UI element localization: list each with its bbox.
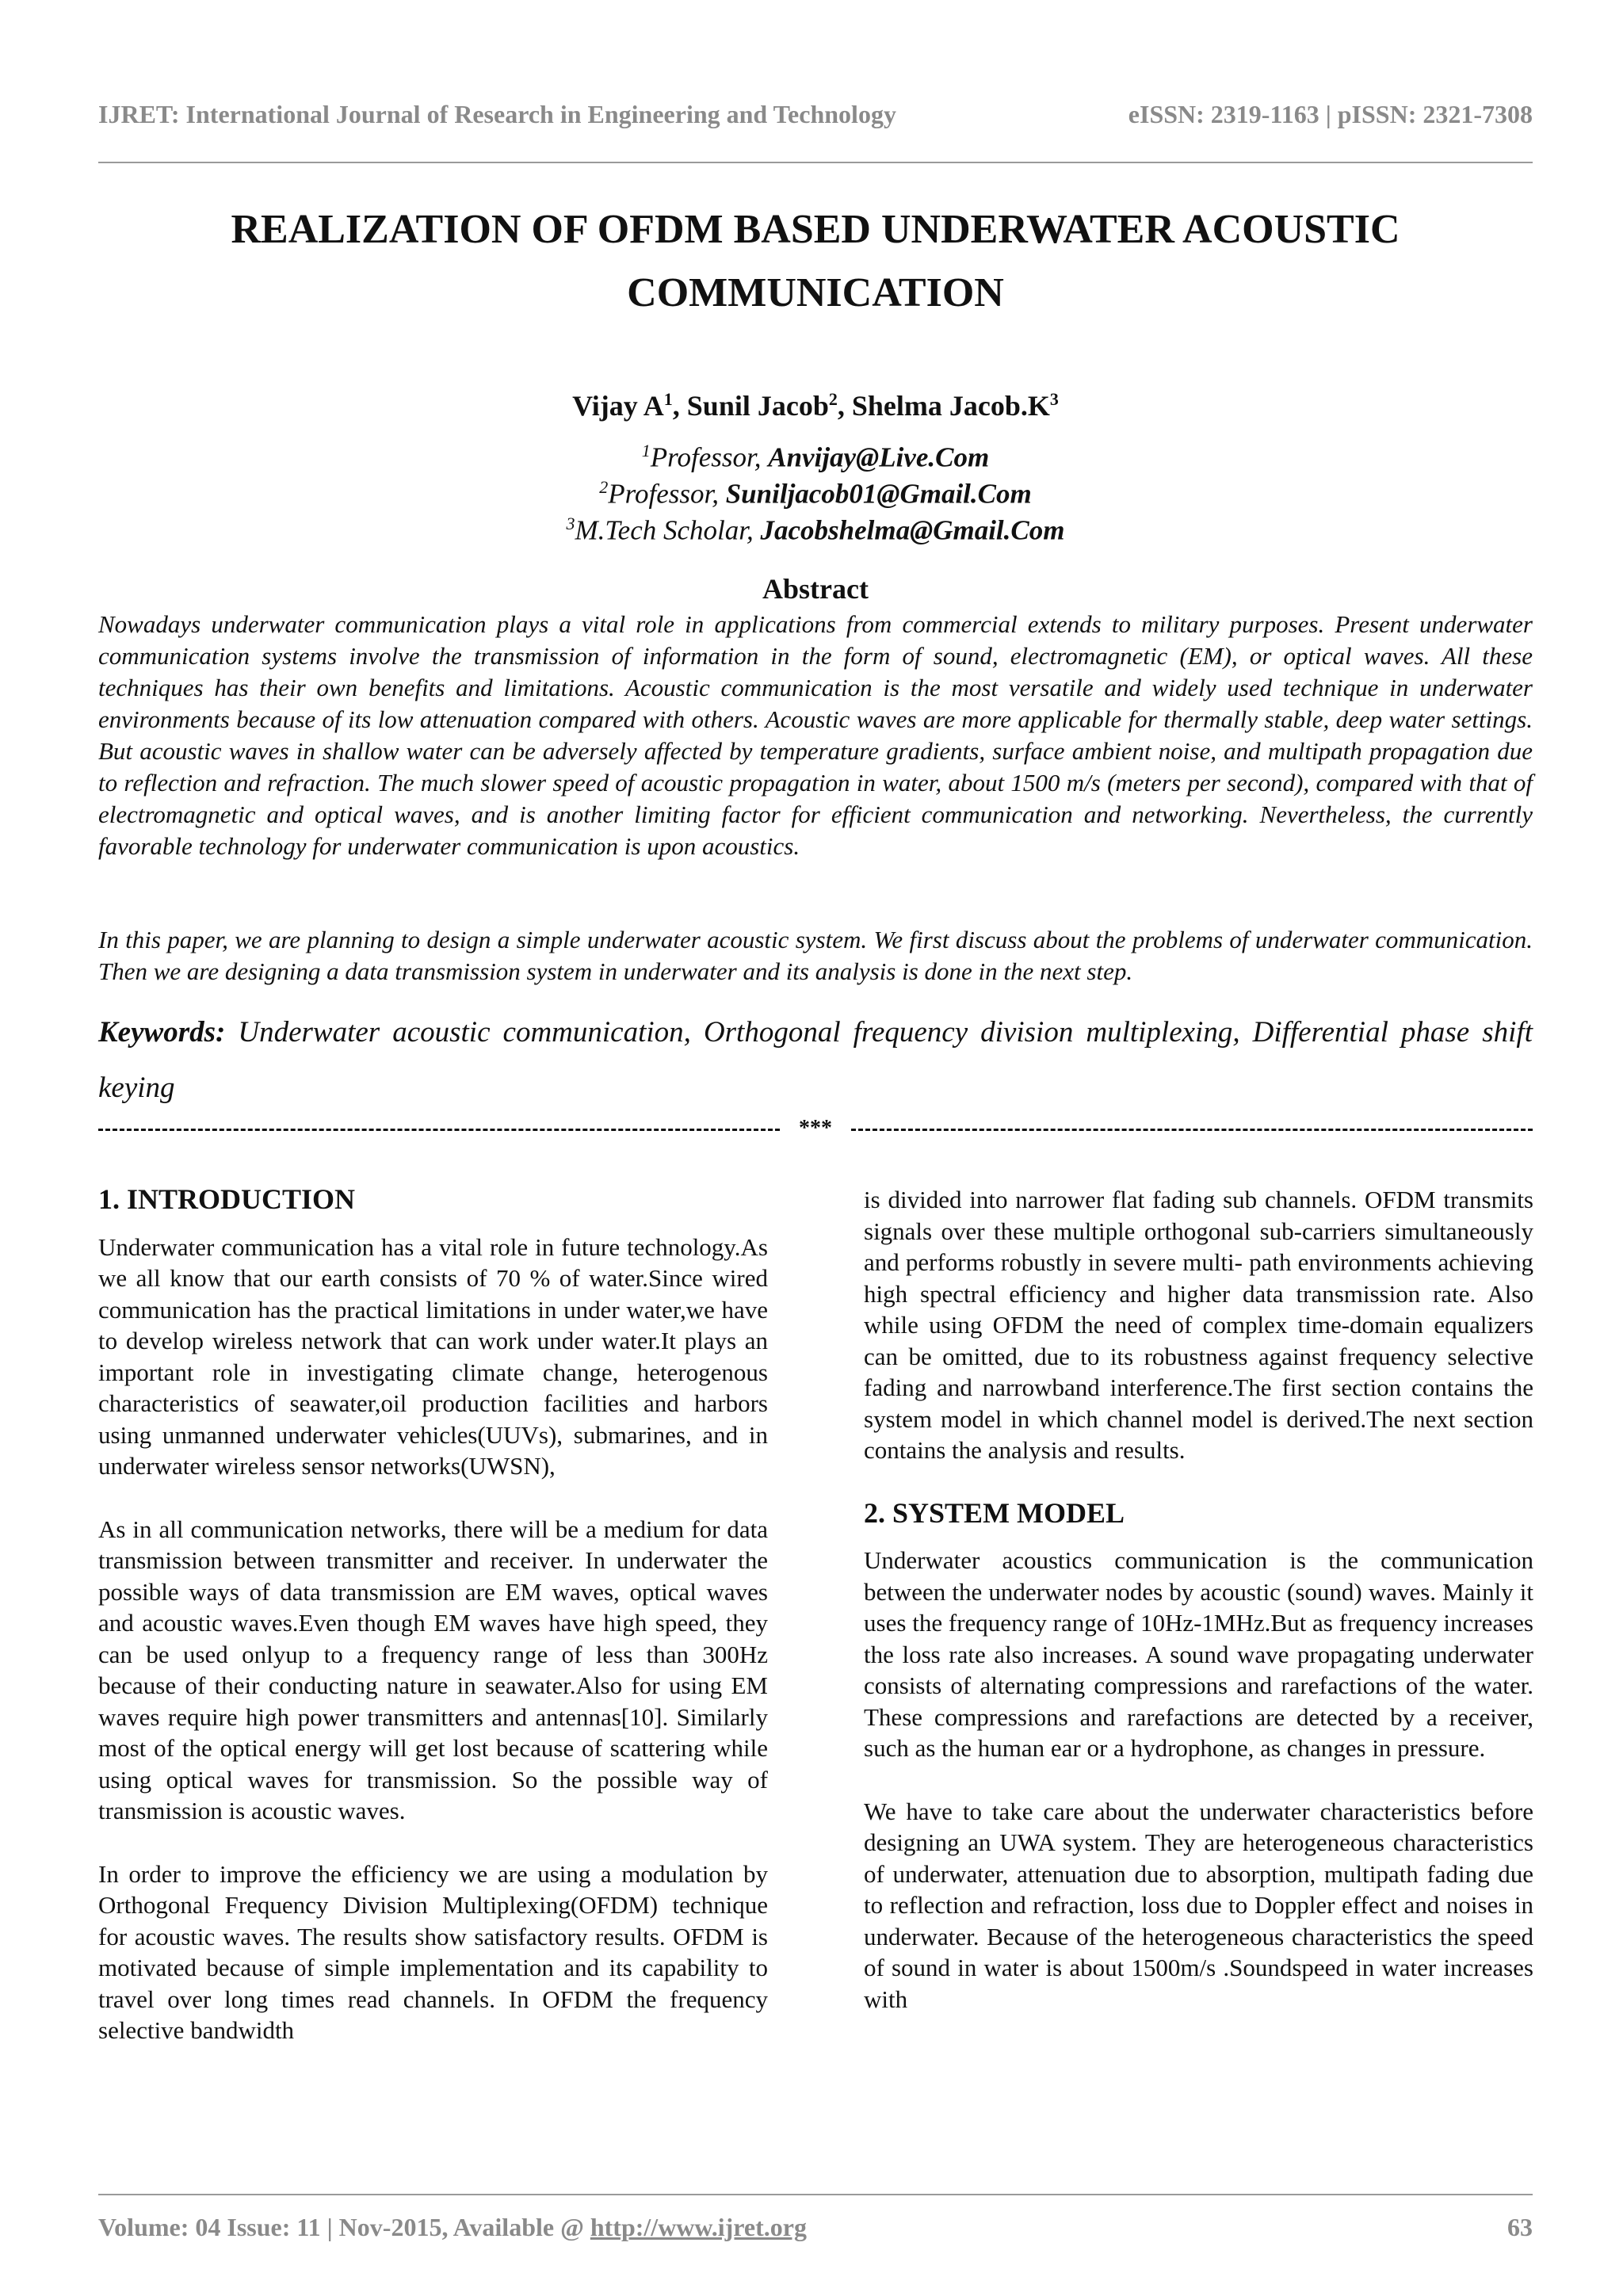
journal-name: IJRET: International Journal of Research in Engineering and Technology	[98, 100, 896, 128]
author-sep: ,	[837, 390, 852, 422]
intro-paragraph-continued: is divided into narrower flat fading sub channels. OFDM transmits signals over these multiple orthogonal sub-carriers simultaneously and performs robustly in severe multi- path environments achieving high spectral efficiency and higher data transmission rate. Also while using OFDM the need of complex time-domain equalizers can be omitted, due to its robustness against frequency selective fading and narrowband interference.The first section contains the system model in which channel model is derived.The next section contains the analysis and results.	[864, 1186, 1533, 1464]
author-list	[98, 380, 1533, 425]
keywords-text: Underwater acoustic communication, Orthogonal frequency division multiplexing, Differential phase shift keying	[98, 1016, 1533, 1104]
affiliation-sup: 1	[641, 441, 651, 460]
author-sup: 2	[828, 389, 838, 409]
journal-url-link[interactable]: http://www.ijret.org	[590, 2213, 807, 2241]
intro-paragraph: Underwater communication has a vital role in future technology.As we all know that our earth consists of 70 % of water.Since wired communication has the practical limitations in under water,we have to develop wireless network that can work under water.It plays an important role in investigating climate change, heterogenous characteristics of seawater,oil production facilities and harbors using unmanned underwater vehicles(UUVs), submarines, and in underwater wireless sensor networks(UWSN),	[98, 1232, 768, 1480]
right-column	[864, 1184, 1533, 2046]
affiliation-role: M.Tech Scholar,	[575, 514, 761, 546]
keywords	[98, 1005, 1533, 1116]
intro-paragraph: In order to improve the efficiency we are using a modulation by Orthogonal Frequency Division Multiplexing(OFDM) technique for acoustic waves. The results show satisfactory results. OFDM is motivated because of simple implementation and its capability to travel over long times read channels. In OFDM the frequency selective bandwidth	[98, 1859, 768, 2044]
running-header	[98, 95, 1533, 135]
abstract-paragraph-2: In this paper, we are planning to design a simple underwater acoustic system. We first discuss about the problems of underwater communication. Then we are designing a data transmission system in underwater and its analysis is done in the next step.	[98, 926, 1533, 985]
abstract-paragraph-1: Nowadays underwater communication plays a vital role in applications from commercial extends to military purposes. Present underwater communication systems involve the transmission of information in the form of sound, electromagnetic (EM), or optical waves. All these techniques has their own benefits and limitations. Acoustic communication is the most versatile and widely used technique in underwater environments because of its low attenuation compared with others. Acoustic waves are more applicable for thermally stable, deep water settings. But acoustic waves in shallow water can be adversely affected by temperature gradients, surface ambient noise, and multipath propagation due to reflection and refraction. The much slower speed of acoustic propagation in water, about 1500 m/s (meters per second), compared with that of electromagnetic and optical waves, and is another limiting factor for efficient communication and networking. Nevertheless, the currently favorable technology for underwater communication is upon acoustics.	[98, 610, 1533, 860]
author-name: Vijay A	[572, 390, 664, 422]
keywords-label: Keywords:	[98, 1016, 226, 1049]
affiliation-email[interactable]: Jacobshelma@Gmail.Com	[760, 514, 1065, 546]
volume-info	[98, 2213, 807, 2242]
affiliation-sup: 2	[599, 477, 609, 497]
separator-dash-right	[851, 1129, 1533, 1131]
author-name: Sunil Jacob	[686, 390, 829, 422]
page-number: 63	[1507, 2213, 1533, 2241]
system-model-paragraph: Underwater acoustics communication is the communication between the underwater nodes by acoustic (sound) waves. Mainly it uses the frequency range of 10Hz-1MHz.But as frequency increases the loss rate also increases. A sound wave propagating underwater consists of alternating compressions and rarefactions of the water. These compressions and rarefactions are detected by a receiver, such as the human ear or a hydrophone, as changes in pressure.	[864, 1546, 1533, 1762]
intro-paragraph: As in all communication networks, there will be a medium for data transmission between transmitter and receiver. In underwater the possible ways of data transmission are EM waves, optical waves and acoustic waves.Even though EM waves have high speed, they can be used onlyup to a frequency range of less than 300Hz because of their conducting nature in seawater.Also for using EM waves require high power transmitters and antennas[10]. Similarly most of the optical energy will get lost because of scattering while using optical waves for transmission. So the possible way of transmission is acoustic waves.	[98, 1515, 768, 1824]
author-sup: 1	[663, 389, 673, 409]
volume-text: Volume: 04 Issue: 11 | Nov-2015, Available @	[98, 2213, 590, 2241]
affiliation-3	[98, 506, 1533, 549]
affiliation-role: Professor,	[650, 441, 769, 473]
separator-dash-left	[98, 1129, 780, 1131]
affiliation-sup: 3	[566, 514, 575, 533]
section-heading-system-model: 2. SYSTEM MODEL	[864, 1496, 1125, 1529]
author-name: Shelma Jacob.K	[851, 390, 1050, 422]
section-separator	[98, 1116, 1533, 1140]
issn-info: eISSN: 2319-1163 | pISSN: 2321-7308	[1128, 100, 1533, 128]
system-model-paragraph: We have to take care about the underwater characteristics before designing an UWA system. They are heterogeneous characteristics of underwater, attenuation due to absorption, multipath fading due to reflection and refraction, loss due to Doppler effect and noises in underwater. Because of the heterogeneous characteristics the speed of sound in water is about 1500m/s .Soundspeed in water increases with	[864, 1797, 1533, 2013]
affiliation-role: Professor,	[608, 478, 726, 510]
header-rule	[98, 162, 1533, 163]
left-column	[98, 1184, 768, 2078]
footer-rule	[98, 2194, 1533, 2195]
affiliation-email[interactable]: Anvijay@Live.Com	[768, 441, 990, 473]
title-line-1: REALIZATION OF OFDM BASED UNDERWATER ACOUSTIC	[231, 207, 1400, 252]
paper-title	[98, 198, 1533, 325]
section-heading-introduction: 1. INTRODUCTION	[98, 1183, 356, 1215]
author-sup: 3	[1049, 389, 1059, 409]
abstract-heading: Abstract	[762, 573, 869, 605]
affiliation-email[interactable]: Suniljacob01@Gmail.Com	[725, 478, 1032, 510]
author-sep: ,	[672, 390, 687, 422]
separator-stars: ***	[799, 1116, 832, 1140]
title-line-2: COMMUNICATION	[627, 270, 1004, 315]
